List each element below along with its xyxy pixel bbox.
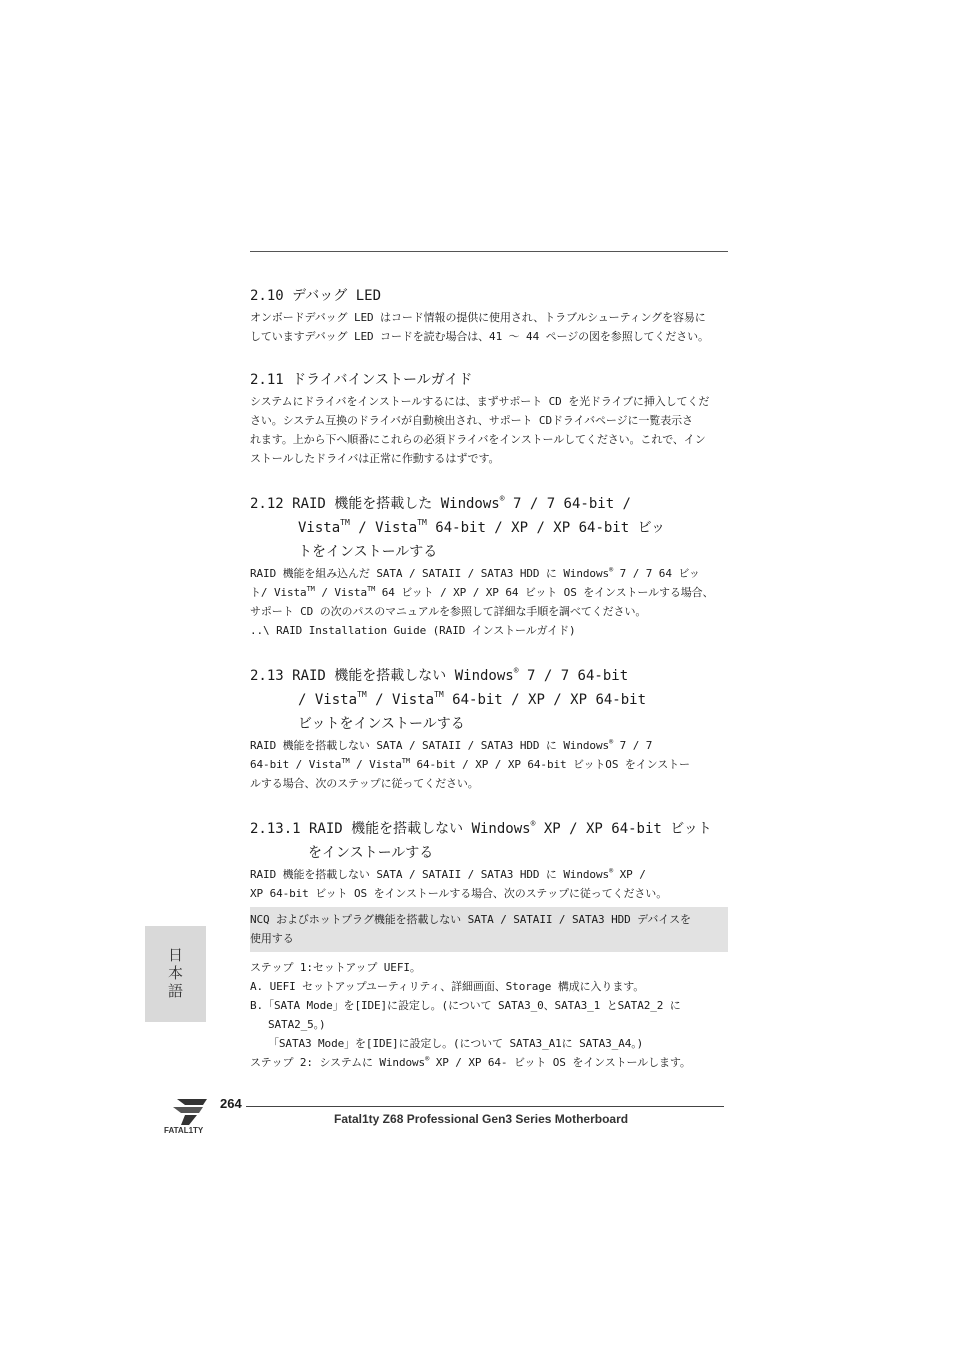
- note-line: NCQ およびホットプラグ機能を搭載しない SATA / SATAII / SATA3 HDD デバイスを: [250, 913, 691, 926]
- paragraph-line: オンボードデバッグ LED はコード情報の提供に使用され、トラブルシューティングを容易に: [250, 311, 706, 324]
- page-number: 264: [220, 1096, 242, 1111]
- section-heading-2-12: 2.12 RAID 機能を搭載した Windows® 7 / 7 64-bit / Vista™ / Vista™ 64-bit / XP / XP 64-bit ビッ トをインストールする: [250, 494, 666, 560]
- paragraph-line: れます。上から下へ順番にこれらの必須ドライバをインストールしてください。これで、イン: [250, 433, 706, 446]
- step-b-cont: SATA2_5。): [268, 1018, 326, 1031]
- paragraph-line: ルする場合、次のステップに従ってください。: [250, 777, 479, 790]
- section-heading-2-13: 2.13 RAID 機能を搭載しない Windows® 7 / 7 64-bit / Vista™ / Vista™ 64-bit / XP / XP 64-bit ビットをインストールする: [250, 666, 647, 732]
- step-2: ステップ 2: システムに Windows® XP / XP 64- ビット OS をインストールします。: [250, 1055, 691, 1069]
- section-heading-2-13-1: 2.13.1 RAID 機能を搭載しない Windows® XP / XP 64-bit ビット をインストールする: [250, 819, 712, 861]
- footer-divider: [246, 1106, 724, 1107]
- paragraph-line: RAID 機能を組み込んだ SATA / SATAII / SATA3 HDD に Windows® 7 / 7 64 ビッ: [250, 566, 700, 580]
- step-b-sata3: 「SATA3 Mode」を[IDE]に設定し。(について SATA3_A1に SATA3_A4。): [268, 1037, 644, 1050]
- fatal1ty-logo: [163, 1095, 221, 1135]
- section-heading-2-10: 2.10 デバッグ LED: [250, 288, 382, 304]
- paragraph-line: サポート CD の次のパスのマニュアルを参照して詳細な手順を調べてください。: [250, 605, 647, 618]
- note-box: [250, 907, 728, 952]
- section-heading-2-11: 2.11 ドライバインストールガイド: [250, 372, 473, 388]
- step-a: A. UEFI セットアップユーティリティ、詳細画面、Storage 構成に入ります。: [250, 980, 645, 993]
- language-tab: 日本語: [145, 926, 206, 1022]
- paragraph-line: ト/ Vista™ / Vista™ 64 ビット / XP / XP 64 ビット OS をインストールする場合、: [250, 585, 714, 599]
- logo-text: FATAL1TY: [164, 1126, 204, 1135]
- paragraph-line: ストールしたドライバは正常に作動するはずです。: [250, 452, 500, 465]
- paragraph-line: していますデバッグ LED コードを読む場合は、41 ～ 44 ページの図を参照してください。: [250, 330, 709, 343]
- page-content: [250, 284, 728, 1072]
- paragraph-line: RAID 機能を搭載しない SATA / SATAII / SATA3 HDD に Windows® 7 / 7: [250, 738, 653, 752]
- paragraph-line: RAID 機能を搭載しない SATA / SATAII / SATA3 HDD に Windows® XP /: [250, 867, 646, 881]
- footer-title: Fatal1ty Z68 Professional Gen3 Series Motherboard: [334, 1112, 629, 1126]
- note-line: 使用する: [250, 932, 294, 945]
- step-1: ステップ 1:セットアップ UEFI。: [250, 961, 421, 974]
- paragraph-line: 64-bit / Vista™ / Vista™ 64-bit / XP / XP 64-bit ビットOS をインストー: [250, 757, 690, 771]
- top-divider: [250, 251, 728, 252]
- paragraph-line: システムにドライバをインストールするには、まずサポート CD を光ドライブに挿入してくだ: [250, 395, 710, 408]
- file-path: ..\ RAID Installation Guide (RAID インストールガイド): [250, 624, 576, 637]
- paragraph-line: さい。システム互換のドライバが自動検出され、サポート CDドライバページに一覧表示さ: [250, 414, 693, 427]
- paragraph-line: XP 64-bit ビット OS をインストールする場合、次のステップに従ってください。: [250, 887, 668, 900]
- step-b: B.「SATA Mode」を[IDE]に設定し。(について SATA3_0、SATA3_1 とSATA2_2 に: [250, 999, 681, 1012]
